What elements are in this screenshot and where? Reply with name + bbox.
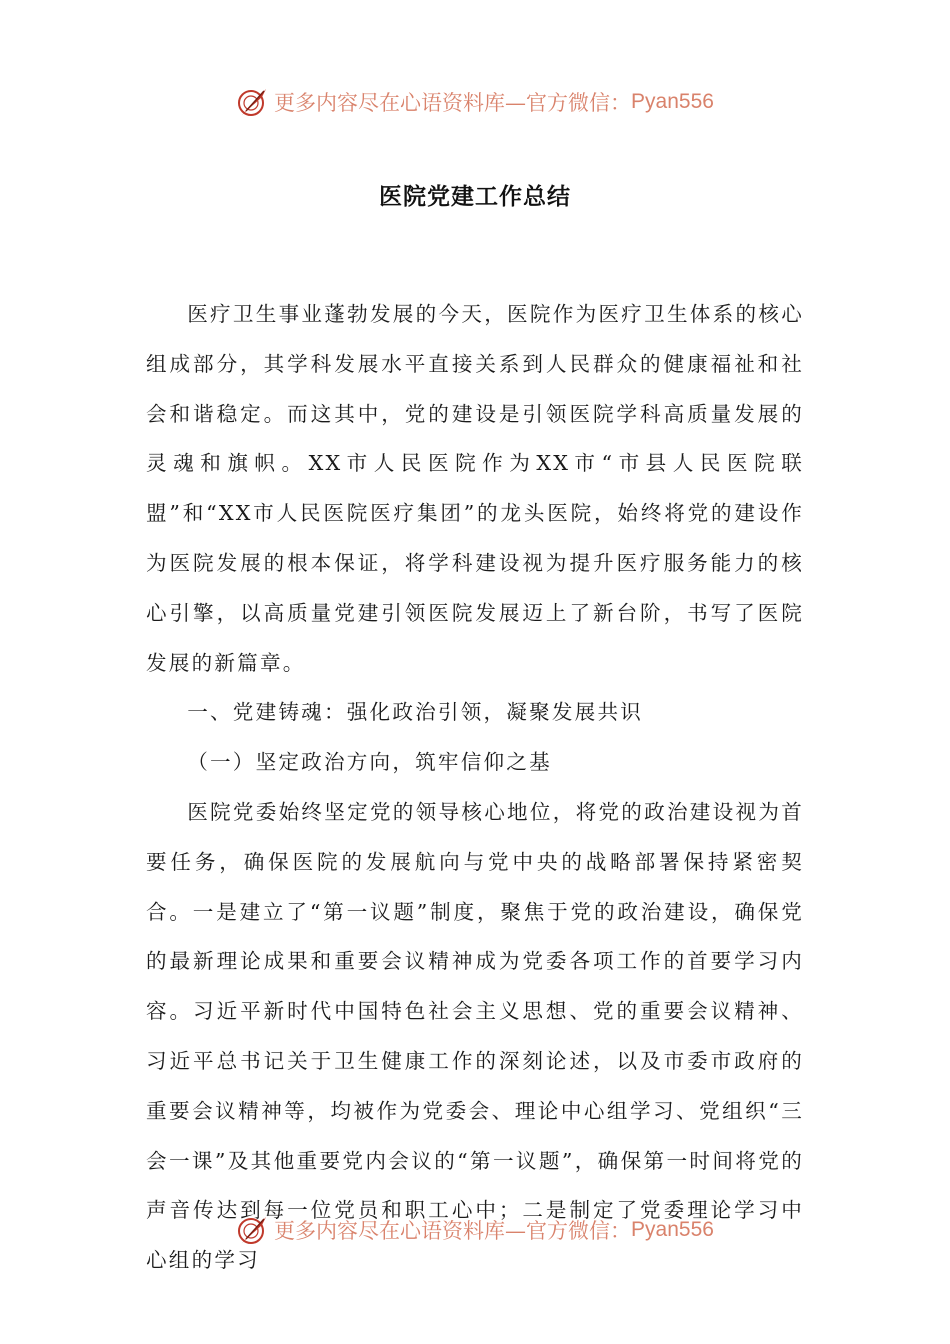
document-title: 医院党建工作总结 <box>379 184 571 210</box>
watermark-wechat-id: Pyan556 <box>631 90 714 113</box>
quill-logo-icon <box>236 85 270 119</box>
paragraph-intro: 医疗卫生事业蓬勃发展的今天，医院作为医疗卫生体系的核心组成部分，其学科发展水平直接关系到人民群众的健康福祉和社会和谐稳定。而这其中，党的建设是引领医院学科高质量发展的灵魂和旗帜。XX市人民医院作为XX市“市县人民医院联盟”和“XX市人民医院医疗集团”的龙头医院，始终将党的建设作为医院发展的根本保证，将学科建设视为提升医疗服务能力的核心引擎，以高质量党建引领医院发展迈上了新台阶，书写了医院发展的新篇章。 <box>146 302 804 675</box>
watermark-text: 更多内容尽在心语资料库—官方微信： <box>274 1219 632 1243</box>
section-heading-1: 一、党建铸魂：强化政治引领，凝聚发展共识 <box>187 700 644 725</box>
watermark-wechat-id: Pyan556 <box>631 1218 714 1241</box>
watermark-banner-top <box>0 80 950 124</box>
document-body <box>146 290 804 1286</box>
watermark-banner-bottom <box>0 1208 950 1252</box>
subsection-heading-1: （一）坚定政治方向，筑牢信仰之基 <box>187 750 552 775</box>
watermark-text: 更多内容尽在心语资料库—官方微信： <box>274 91 632 115</box>
paragraph-political-direction: 医院党委始终坚定党的领导核心地位，将党的政治建设视为首要任务，确保医院的发展航向与党中央的战略部署保持紧密契合。一是建立了“第一议题”制度，聚焦于党的政治建设，确保党的最新理论成果和重要会议精神成为党委各项工作的首要学习内容。习近平新时代中国特色社会主义思想、党的重要会议精神、习近平总书记关于卫生健康工作的深刻论述，以及市委市政府的重要会议精神等，均被作为党委会、理论中心组学习、党组织“三会一课”及其他重要党内会议的“第一议题”，确保第一时间将党的声音传达到每一位党员和职工心中；二是制定了党委理论学习中心组的学习 <box>146 799 804 1273</box>
quill-logo-icon <box>236 1213 270 1247</box>
